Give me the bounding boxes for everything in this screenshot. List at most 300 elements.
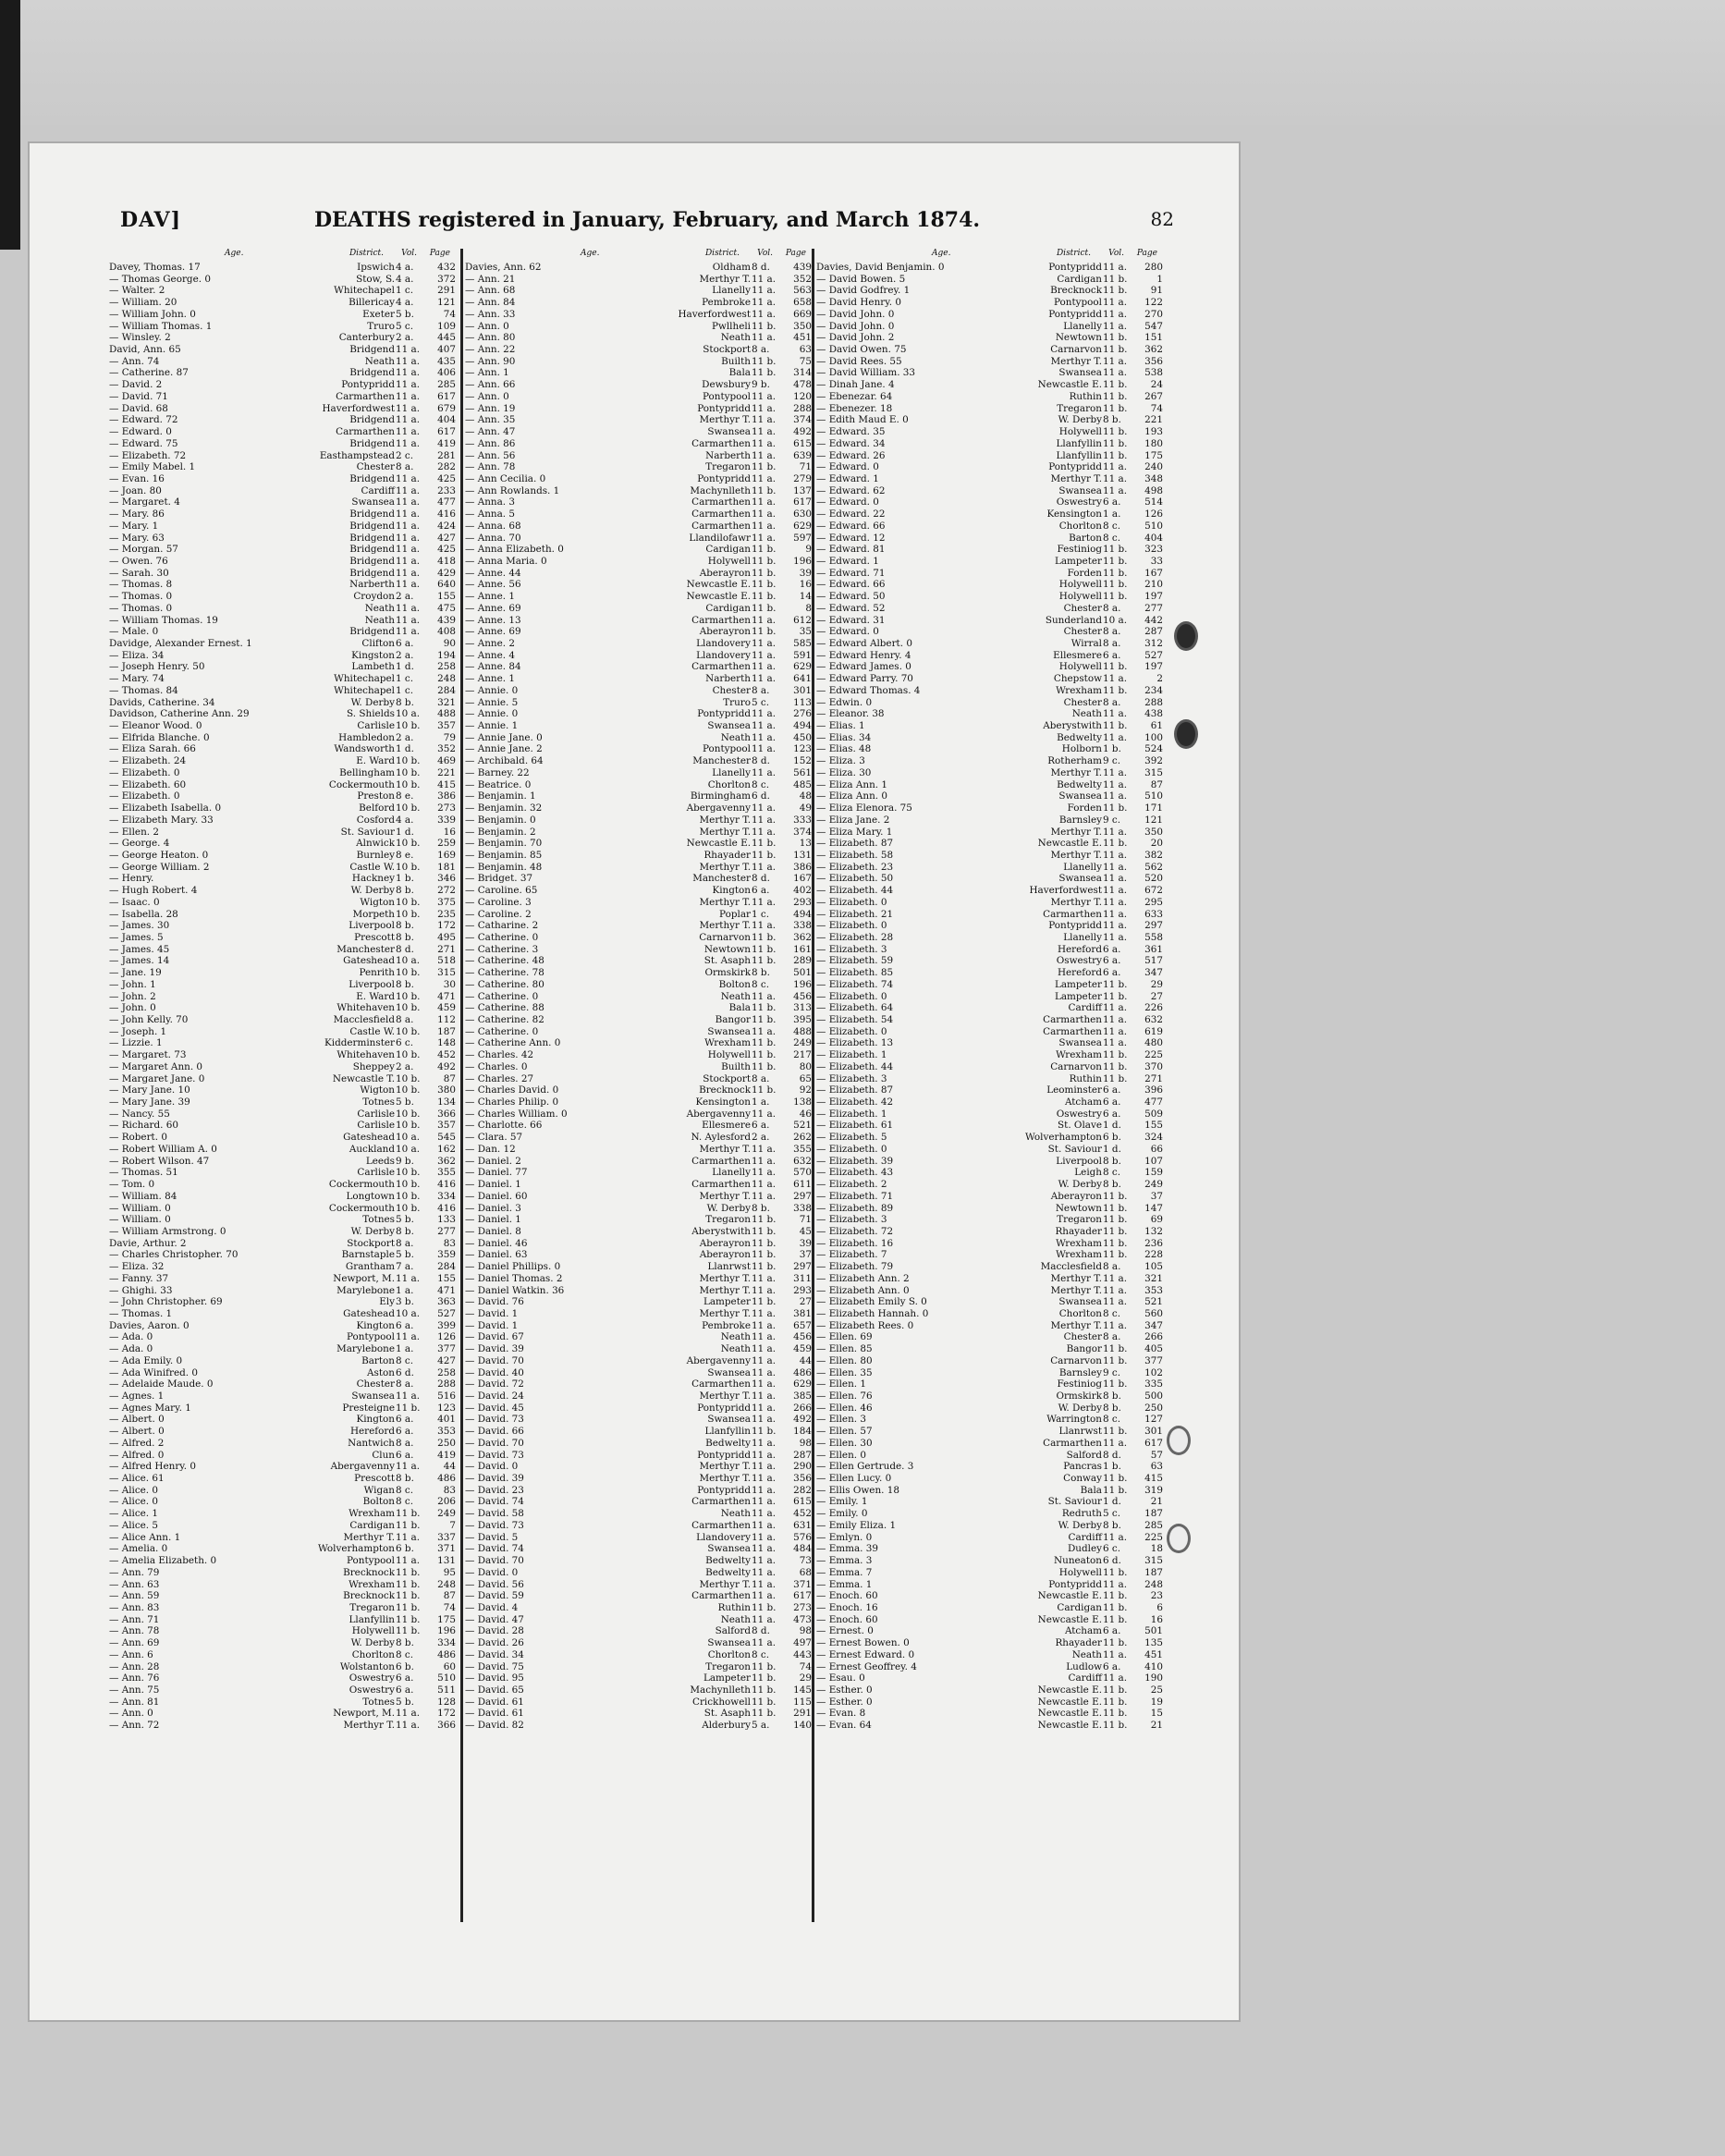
entry-page: 366 <box>437 1720 456 1732</box>
entry-page: 338 <box>793 1202 812 1214</box>
entry-district: Wrexham <box>1056 1049 1102 1061</box>
entry-volume: 11 b. <box>1103 1249 1128 1261</box>
page-head: Page <box>1136 249 1157 258</box>
entry-page: 131 <box>437 1555 456 1567</box>
entry-district: Holywell <box>707 1049 751 1061</box>
register-entry <box>816 426 1163 438</box>
entry-page: 563 <box>793 285 812 297</box>
entry-volume: 11 b. <box>1103 661 1128 673</box>
entry-volume: 11 a. <box>1103 461 1128 473</box>
entry-name: — Catherine. 82 <box>465 1014 544 1025</box>
register-entry <box>465 1191 812 1203</box>
register-entry <box>816 708 1163 720</box>
entry-district: Barton <box>1069 532 1102 544</box>
entry-district: Wolverhampton <box>317 1543 395 1555</box>
entry-name: — Annie. 5 <box>465 696 519 708</box>
register-entry <box>465 1120 812 1132</box>
entry-district: Pontypridd <box>1048 920 1102 932</box>
entry-volume: 11 a. <box>752 426 777 438</box>
entry-page: 407 <box>437 344 456 356</box>
entry-volume: 5 c. <box>1103 1508 1121 1520</box>
entry-name: — Emily Mabel. 1 <box>109 461 196 473</box>
entry-name: — David. 0 <box>465 1461 519 1473</box>
register-entry <box>465 521 812 533</box>
entry-page: 439 <box>793 262 812 273</box>
entry-district: Llanrwst <box>707 1261 751 1273</box>
entry-page: 419 <box>437 1449 456 1461</box>
register-entry <box>816 461 1163 473</box>
entry-volume: 5 c. <box>396 320 414 332</box>
register-entry <box>109 450 456 462</box>
entry-page: 570 <box>793 1167 812 1179</box>
entry-volume: 11 b. <box>752 355 777 367</box>
register-entry <box>816 1343 1163 1355</box>
entry-page: 408 <box>437 626 456 638</box>
entry-page: 323 <box>1144 544 1163 556</box>
entry-volume: 11 a. <box>1103 778 1128 790</box>
entry-district: Pontypridd <box>697 1402 751 1414</box>
entry-name: Davies, David Benjamin. 0 <box>816 262 945 273</box>
entry-page: 486 <box>793 1366 812 1378</box>
entry-name: — Annie. 0 <box>465 684 519 696</box>
register-entry <box>816 991 1163 1003</box>
entry-volume: 11 a. <box>396 579 421 591</box>
entry-name: — Daniel. 2 <box>465 1155 521 1167</box>
entry-district: Swansea <box>707 1366 751 1378</box>
entry-district: Rhayader <box>1055 1637 1102 1649</box>
register-entry <box>816 508 1163 521</box>
register-entry <box>109 1226 456 1238</box>
entry-name: — David. 95 <box>465 1672 524 1684</box>
entry-page: 145 <box>793 1684 812 1696</box>
entry-volume: 11 a. <box>396 1708 421 1720</box>
register-entry <box>816 1296 1163 1308</box>
entry-volume: 5 a. <box>752 1720 770 1732</box>
entry-page: 217 <box>793 1049 812 1061</box>
register-entry <box>109 1473 456 1485</box>
register-entry <box>816 1156 1163 1168</box>
entry-volume: 10 a. <box>1103 614 1128 626</box>
entry-page: 95 <box>443 1566 456 1578</box>
entry-page: 415 <box>437 778 456 790</box>
register-entry <box>109 932 456 944</box>
entry-page: 171 <box>1144 802 1163 815</box>
entry-name: — Joan. 80 <box>109 484 162 496</box>
entry-volume: 1 c. <box>396 673 414 685</box>
entry-district: Carmarthen <box>691 437 751 449</box>
entry-volume: 10 b. <box>396 1202 421 1214</box>
register-entry <box>816 1508 1163 1520</box>
entry-volume: 8 c. <box>1103 1307 1121 1319</box>
entry-page: 102 <box>1144 1366 1163 1378</box>
entry-district: Swansea <box>707 426 751 438</box>
entry-district: Merthyr T. <box>699 1143 751 1155</box>
register-entry <box>109 802 456 815</box>
entry-name: — David Rees. 55 <box>816 355 902 367</box>
entry-volume: 11 a. <box>752 1449 777 1461</box>
entry-name: — Anne. 13 <box>465 614 521 626</box>
register-entry <box>816 274 1163 286</box>
register-entry <box>816 909 1163 921</box>
register-entry <box>816 944 1163 956</box>
entry-page: 44 <box>799 1354 812 1366</box>
entry-volume: 11 a. <box>752 1390 777 1402</box>
register-entry <box>465 979 812 991</box>
entry-page: 547 <box>1144 320 1163 332</box>
entry-volume: 9 c. <box>1103 755 1121 767</box>
entry-page: 492 <box>437 1060 456 1072</box>
entry-district: Newcastle E. <box>1037 1708 1102 1720</box>
entry-district: Abergavenny <box>330 1461 395 1473</box>
register-entry <box>109 1614 456 1626</box>
register-entry <box>109 1649 456 1661</box>
entry-page: 429 <box>437 567 456 579</box>
entry-district: Holywell <box>707 555 751 567</box>
entry-district: Cockermouth <box>328 778 395 790</box>
entry-district: Whitehaven <box>336 1049 395 1061</box>
entry-volume: 11 b. <box>752 1708 777 1720</box>
entry-name: — Elizabeth. 0 <box>109 790 180 802</box>
entry-page: 276 <box>793 708 812 720</box>
entry-name: — Catherine. 48 <box>465 955 544 967</box>
entry-page: 21 <box>1150 1496 1163 1508</box>
entry-page: 416 <box>437 1202 456 1214</box>
entry-volume: 11 b. <box>396 1508 421 1520</box>
entry-page: 267 <box>1144 390 1163 402</box>
register-entry <box>109 1684 456 1697</box>
entry-name: — David Owen. 75 <box>816 344 907 356</box>
entry-page: 451 <box>1144 1648 1163 1660</box>
entry-name: — Anna. 70 <box>465 532 521 544</box>
entry-district: Forden <box>1067 802 1102 815</box>
entry-district: Aberayron <box>699 626 751 638</box>
entry-page: 109 <box>437 320 456 332</box>
entry-district: W. Derby <box>350 885 395 897</box>
entry-page: 155 <box>437 591 456 603</box>
entry-volume: 11 a. <box>1103 731 1128 743</box>
entry-page: 137 <box>793 484 812 496</box>
district-head: District. <box>704 249 740 258</box>
entry-volume: 11 a. <box>1103 1002 1128 1014</box>
register-entry <box>109 779 456 791</box>
entry-page: 248 <box>437 673 456 685</box>
entry-district: Aston <box>367 1366 395 1378</box>
entry-volume: 11 b. <box>1103 1601 1128 1613</box>
entry-name: — Emma. 1 <box>816 1578 873 1590</box>
entry-name: — David. 74 <box>465 1496 524 1508</box>
entry-district: Llandovery <box>696 638 751 649</box>
entry-volume: 11 a. <box>752 1508 777 1520</box>
entry-page: 151 <box>1144 332 1163 344</box>
entry-name: — Elizabeth. 0 <box>109 766 180 778</box>
register-entry <box>465 356 812 368</box>
entry-page: 277 <box>437 1225 456 1237</box>
register-entry <box>109 568 456 580</box>
entry-name: — Emily. 1 <box>816 1496 868 1508</box>
entry-district: St. Olave <box>1058 1120 1102 1132</box>
entry-volume: 1 a. <box>752 1096 770 1109</box>
register-entry <box>465 391 812 403</box>
entry-page: 469 <box>437 755 456 767</box>
entry-district: Wrexham <box>1056 684 1102 696</box>
entry-volume: 2 c. <box>396 449 414 461</box>
register-entry <box>816 850 1163 862</box>
entry-name: — Ada Winifred. 0 <box>109 1366 199 1378</box>
entry-district: Merthyr T. <box>1050 1284 1102 1296</box>
register-entry <box>465 1579 812 1591</box>
register-entry <box>109 1296 456 1308</box>
entry-page: 395 <box>793 1014 812 1025</box>
entry-name: — Ann. 68 <box>465 285 516 297</box>
entry-district: Clifton <box>361 638 395 649</box>
register-entry <box>109 873 456 885</box>
entry-volume: 11 b. <box>1103 1566 1128 1578</box>
entry-district: W. Derby <box>706 1202 751 1214</box>
register-entry <box>465 1343 812 1355</box>
entry-page: 427 <box>437 532 456 544</box>
entry-page: 169 <box>437 849 456 861</box>
entry-district: Machynlleth <box>690 484 751 496</box>
entry-volume: 2 a. <box>752 1132 770 1144</box>
entry-district: Chorlton <box>707 778 751 790</box>
entry-page: 392 <box>1144 755 1163 767</box>
entry-district: Wrexham <box>1056 1237 1102 1249</box>
entry-district: Ipswich <box>357 262 395 273</box>
register-entry <box>816 1403 1163 1415</box>
entry-name: — Catherine. 80 <box>465 978 544 990</box>
entry-name: — David John. 2 <box>816 332 895 344</box>
entry-name: — Elizabeth Hannah. 0 <box>816 1307 929 1319</box>
entry-name: — Elizabeth. 5 <box>816 1132 887 1144</box>
register-entry <box>109 815 456 827</box>
entry-page: 359 <box>437 1249 456 1261</box>
entry-page: 249 <box>437 1508 456 1520</box>
entry-volume: 10 b. <box>396 1108 421 1120</box>
entry-page: 497 <box>793 1637 812 1649</box>
entry-name: — Elizabeth. 3 <box>816 1072 887 1084</box>
entry-page: 83 <box>443 1484 456 1496</box>
district-head: District. <box>349 249 384 258</box>
entry-name: Davies, Aaron. 0 <box>109 1319 190 1331</box>
register-entry <box>465 450 812 462</box>
entry-district: Swansea <box>707 1543 751 1555</box>
entry-volume: 11 a. <box>1103 1284 1128 1296</box>
entry-page: 69 <box>1150 1214 1163 1226</box>
register-page <box>30 143 1239 2020</box>
entry-volume: 1 c. <box>752 908 770 920</box>
entry-district: Machynlleth <box>690 1684 751 1696</box>
entry-district: Pontypridd <box>697 402 751 414</box>
entry-volume: 6 a. <box>752 1120 770 1132</box>
entry-page: 29 <box>799 1672 812 1684</box>
entry-district: Swansea <box>351 496 395 508</box>
entry-page: 456 <box>793 1331 812 1343</box>
entry-page: 258 <box>437 1366 456 1378</box>
entry-page: 206 <box>437 1496 456 1508</box>
entry-name: — Edward. 66 <box>816 579 886 591</box>
entry-page: 633 <box>1144 908 1163 920</box>
entry-page: 576 <box>793 1531 812 1543</box>
register-entry <box>816 568 1163 580</box>
entry-district: W. Derby <box>1058 1402 1102 1414</box>
entry-district: Oldham <box>712 262 751 273</box>
register-entry <box>109 1120 456 1132</box>
entry-volume: 6 c. <box>396 1037 414 1049</box>
entry-volume: 11 a. <box>396 472 421 484</box>
entry-name: — Alice. 61 <box>109 1473 165 1485</box>
entry-page: 167 <box>793 873 812 885</box>
register-entry <box>816 1367 1163 1379</box>
register-entry <box>109 1367 456 1379</box>
entry-page: 386 <box>437 790 456 802</box>
entry-volume: 11 b. <box>752 1237 777 1249</box>
entry-district: Manchester <box>692 755 751 767</box>
entry-page: 312 <box>1144 638 1163 649</box>
entry-volume: 11 b. <box>1103 449 1128 461</box>
entry-name: — David. 56 <box>465 1578 524 1590</box>
entry-name: — Tom. 0 <box>109 1179 155 1191</box>
entry-page: 338 <box>793 920 812 932</box>
entry-name: — Eliza Sarah. 66 <box>109 743 196 755</box>
entry-volume: 11 a. <box>396 614 421 626</box>
entry-volume: 8 b. <box>396 1225 414 1237</box>
register-entry <box>816 1672 1163 1684</box>
entry-name: — Elizabeth. 72 <box>109 449 187 461</box>
register-entry <box>109 685 456 697</box>
register-entry <box>109 1084 456 1096</box>
entry-district: Newcastle E. <box>1037 1720 1102 1732</box>
entry-district: Macclesfield <box>1040 1261 1102 1273</box>
entry-volume: 11 a. <box>1103 1672 1128 1684</box>
entry-district: Newport, M. <box>333 1708 395 1720</box>
register-entry <box>109 1403 456 1415</box>
entry-name: — Catherine. 88 <box>465 1002 544 1014</box>
entry-volume: 8 b. <box>1103 414 1121 426</box>
register-entry <box>465 1367 812 1379</box>
register-entry <box>816 485 1163 497</box>
entry-district: Brecknock <box>343 1590 395 1602</box>
entry-name: — Esther. 0 <box>816 1684 873 1696</box>
entry-name: — David. 76 <box>465 1296 524 1308</box>
entry-name: — Elizabeth. 0 <box>816 990 887 1002</box>
register-entry <box>109 1450 456 1462</box>
register-entry <box>109 1308 456 1320</box>
index-label: DAV] <box>120 208 182 232</box>
entry-name: — Elizabeth. 23 <box>816 861 894 873</box>
entry-name: — Edward. 26 <box>816 449 886 461</box>
entry-name: — David. 26 <box>465 1637 524 1649</box>
register-entry <box>109 1438 456 1450</box>
entry-volume: 11 b. <box>752 943 777 955</box>
entry-page: 30 <box>443 978 456 990</box>
register-entry <box>816 873 1163 885</box>
entry-district: Pontypridd <box>1048 461 1102 473</box>
entry-district: Hereford <box>349 1426 395 1438</box>
entry-volume: 8 c. <box>752 778 770 790</box>
entry-district: St. Saviour <box>340 826 395 838</box>
entry-district: Merthyr T. <box>699 1461 751 1473</box>
entry-name: — Robert William A. 0 <box>109 1143 217 1155</box>
register-entry <box>816 1249 1163 1261</box>
entry-district: Haverfordwest <box>678 308 751 320</box>
entry-volume: 8 b. <box>396 920 414 932</box>
entry-page: 228 <box>1144 1249 1163 1261</box>
entry-page: 631 <box>793 1519 812 1531</box>
entry-volume: 11 a. <box>752 414 777 426</box>
entry-volume: 11 b. <box>1103 1637 1128 1649</box>
entry-volume: 8 a. <box>1103 626 1121 638</box>
register-entry <box>816 897 1163 909</box>
register-entry <box>109 955 456 967</box>
entry-name: — Elizabeth Isabella. 0 <box>109 802 222 815</box>
entry-district: Leigh <box>1074 1167 1102 1179</box>
register-column-3 <box>816 249 1163 1922</box>
entry-page: 225 <box>1144 1531 1163 1543</box>
entry-volume: 11 b. <box>1103 1378 1128 1390</box>
entry-name: — Edward James. 0 <box>816 661 911 673</box>
entry-district: Oswestry <box>349 1684 395 1696</box>
entry-name: — Elizabeth. 89 <box>816 1202 894 1214</box>
register-entry <box>109 556 456 568</box>
entry-page: 45 <box>799 1225 812 1237</box>
entry-volume: 5 b. <box>396 308 414 320</box>
entry-volume: 11 b. <box>752 1002 777 1014</box>
entry-volume: 8 a. <box>752 684 770 696</box>
entry-page: 16 <box>799 579 812 591</box>
entry-page: 258 <box>437 661 456 673</box>
register-entry <box>816 1614 1163 1626</box>
entry-volume: 11 b. <box>1103 684 1128 696</box>
entry-page: 80 <box>799 1060 812 1072</box>
entry-page: 16 <box>443 826 456 838</box>
entry-name: — Elizabeth. 72 <box>816 1225 894 1237</box>
entry-name: — Fanny. 37 <box>109 1272 169 1284</box>
entry-volume: 11 b. <box>752 838 777 850</box>
entry-page: 380 <box>437 1084 456 1096</box>
entry-district: Chester <box>356 461 395 473</box>
entry-page: 61 <box>1150 720 1163 732</box>
column-divider <box>812 249 814 1922</box>
entry-page: 669 <box>793 308 812 320</box>
entry-page: 287 <box>793 1449 812 1461</box>
entry-district: Aberayron <box>699 1249 751 1261</box>
entry-name: — Eliza Ann. 1 <box>816 778 888 790</box>
entry-name: — Anne. 69 <box>465 602 521 614</box>
entry-volume: 6 b. <box>396 1543 414 1555</box>
entry-district: Brecknock <box>343 1566 395 1578</box>
entry-page: 297 <box>793 1261 812 1273</box>
entry-name: David, Ann. 65 <box>109 344 181 356</box>
entry-volume: 8 c. <box>396 1496 414 1508</box>
entry-page: 288 <box>437 1378 456 1390</box>
entry-volume: 11 a. <box>752 814 777 826</box>
register-entry <box>465 1296 812 1308</box>
entry-volume: 2 a. <box>396 731 414 743</box>
entry-volume: 2 a. <box>396 591 414 603</box>
entry-volume: 11 a. <box>396 355 421 367</box>
entry-volume: 11 b. <box>752 367 777 379</box>
entry-district: Tregaron <box>705 461 751 473</box>
entry-district: Tregaron <box>1057 402 1102 414</box>
entry-volume: 11 b. <box>1103 1049 1128 1061</box>
entry-name: — Edith Maud E. 0 <box>816 414 909 426</box>
entry-district: Bedwelty <box>705 1437 751 1449</box>
entry-district: Merthyr T. <box>343 1531 395 1543</box>
entry-name: — Caroline. 3 <box>465 896 532 908</box>
entry-district: Holborn <box>1061 743 1102 755</box>
entry-name: — Ellen. 46 <box>816 1402 873 1414</box>
entry-page: 347 <box>1144 967 1163 979</box>
